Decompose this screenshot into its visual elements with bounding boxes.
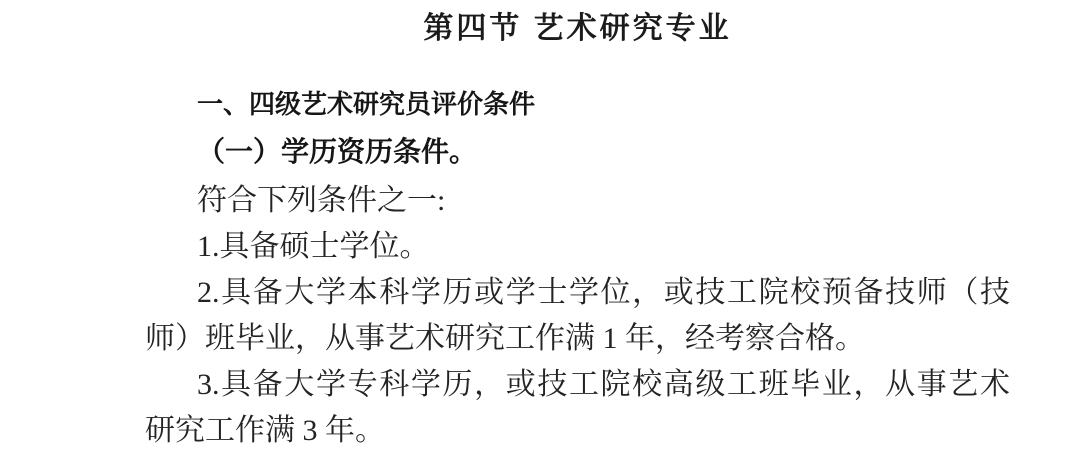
text-line-p3-l2: 师）班毕业，从事艺术研究工作满 1 年，经考察合格。: [145, 322, 865, 355]
text-line-p4-l1: 3.具备大学专科学历，或技工院校高级工班毕业，从事艺术: [197, 368, 1010, 401]
section-title: 第四节 艺术研究专业: [423, 12, 732, 45]
text-line-p4-l2: 研究工作满 3 年。: [145, 414, 385, 447]
text-line-p1-l1: 符合下列条件之一:: [197, 184, 446, 217]
document-body: [145, 178, 1010, 454]
text-line-p3-l1: 2.具备大学本科学历或学士学位，或技工院校预备技师（技: [197, 276, 1010, 309]
heading-level2: （一）学历资历条件。: [197, 137, 478, 168]
heading-level1: 一、四级艺术研究员评价条件: [197, 89, 536, 119]
text-line-p2-l1: 1.具备硕士学位。: [197, 230, 430, 263]
